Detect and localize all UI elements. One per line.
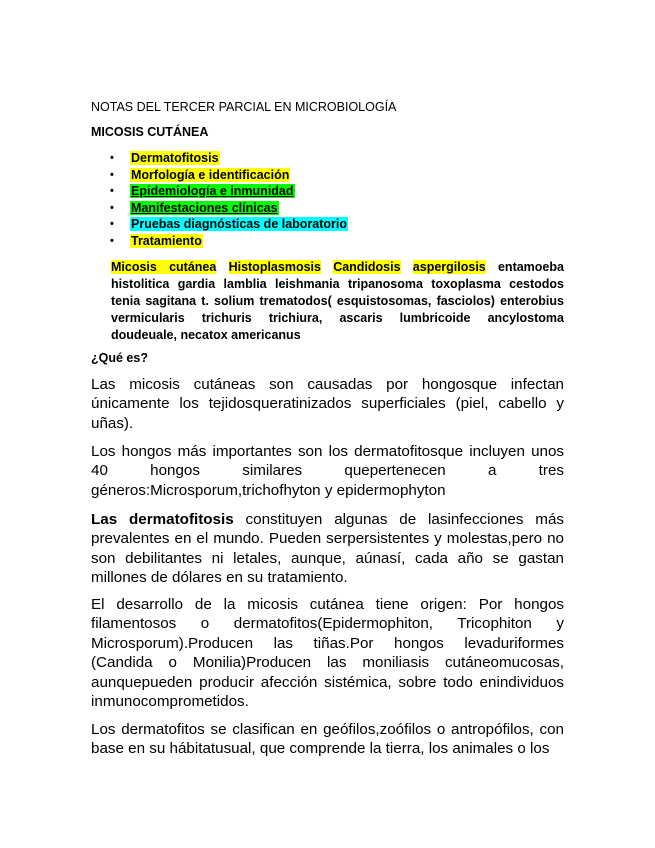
- bullet-icon: •: [110, 168, 114, 181]
- bullet-icon: •: [110, 218, 114, 231]
- paragraph-3-bold: Las dermatofitosis: [91, 511, 234, 528]
- paragraph-1: Las micosis cutáneas son causadas por hongosque infectan únicamente los tejidosqueratinizados superficiales (piel, cabello y uñas).: [91, 376, 564, 432]
- paragraph-3: [91, 510, 564, 588]
- list-item-label: Dermatofitosis: [131, 151, 219, 165]
- list-item: [91, 167, 348, 184]
- list-item: [91, 183, 348, 200]
- question-heading: ¿Qué es?: [91, 351, 148, 365]
- topic-list: [91, 150, 348, 250]
- list-item: [91, 233, 348, 250]
- bullet-icon: •: [110, 185, 114, 198]
- list-item-label: Epidemiología e inmunidad: [131, 184, 294, 199]
- list-item-label: Tratamiento: [131, 233, 202, 248]
- paragraph-5: Los dermatofitos se clasifican en geófilos,zoófilos o antropófilos, con base en su hábitatusual, que comprende la tierra, los animales o los: [91, 721, 564, 758]
- bullet-icon: •: [110, 152, 114, 164]
- list-item-label: Manifestaciones clínicas: [131, 200, 278, 215]
- paragraph-4: El desarrollo de la micosis cutánea tiene origen: Por hongos filamentosos o dermatofitos(Epidermophiton, Tricophiton y Microsporum).Producen las tiñas.Por hongos levaduriformes (Candida o Monilia)Producen las moniliasis cutáneomucosas, aunquepueden producir afección sistémica, sobre todo enindividuos inmunocomprometidos.: [91, 596, 564, 711]
- topic-rest: entamoeba histolitica gardia lamblia leishmania tripanosoma toxoplasma cestodos tenia sagitana t. solium trematodos( esquistosomas, fasciolos) enterobius vermicularis trichuris trichiura, ascaris lumbricoide ancylostoma doudeuale, necatox americanus: [111, 260, 564, 342]
- topic-aspergilosis: aspergilosis: [412, 260, 486, 274]
- list-item: [91, 216, 348, 233]
- list-item: [91, 150, 348, 167]
- section-heading: MICOSIS CUTÁNEA: [91, 125, 209, 139]
- topics-paragraph: [111, 259, 564, 344]
- topic-candidosis: Candidosis: [333, 260, 401, 274]
- bullet-icon: •: [110, 234, 114, 247]
- list-item: [91, 200, 348, 217]
- paragraph-3-rest: constituyen algunas de lasinfecciones más prevalentes en el mundo. Pueden serpersistentes y molestas,pero no son debilitantes ni letales, aunque, aúnasí, cada año se gastan millones de dólares en su tratamiento.: [91, 511, 564, 587]
- topic-histoplasmosis: Histoplasmosis: [228, 260, 321, 274]
- list-item-label: Pruebas diagnósticas de laboratorio: [131, 217, 348, 232]
- topic-micosis: Micosis cutánea: [111, 260, 217, 274]
- bullet-icon: •: [110, 201, 114, 214]
- paragraph-2: Los hongos más importantes son los dermatofitosque incluyen unos 40 hongos similares quepertenecen a tres géneros:Microsporum,trichofhyton y epidermophyton: [91, 443, 564, 499]
- document-title: NOTAS DEL TERCER PARCIAL EN MICROBIOLOGÍA: [91, 100, 397, 114]
- list-item-label: Morfología e identificación: [131, 167, 290, 182]
